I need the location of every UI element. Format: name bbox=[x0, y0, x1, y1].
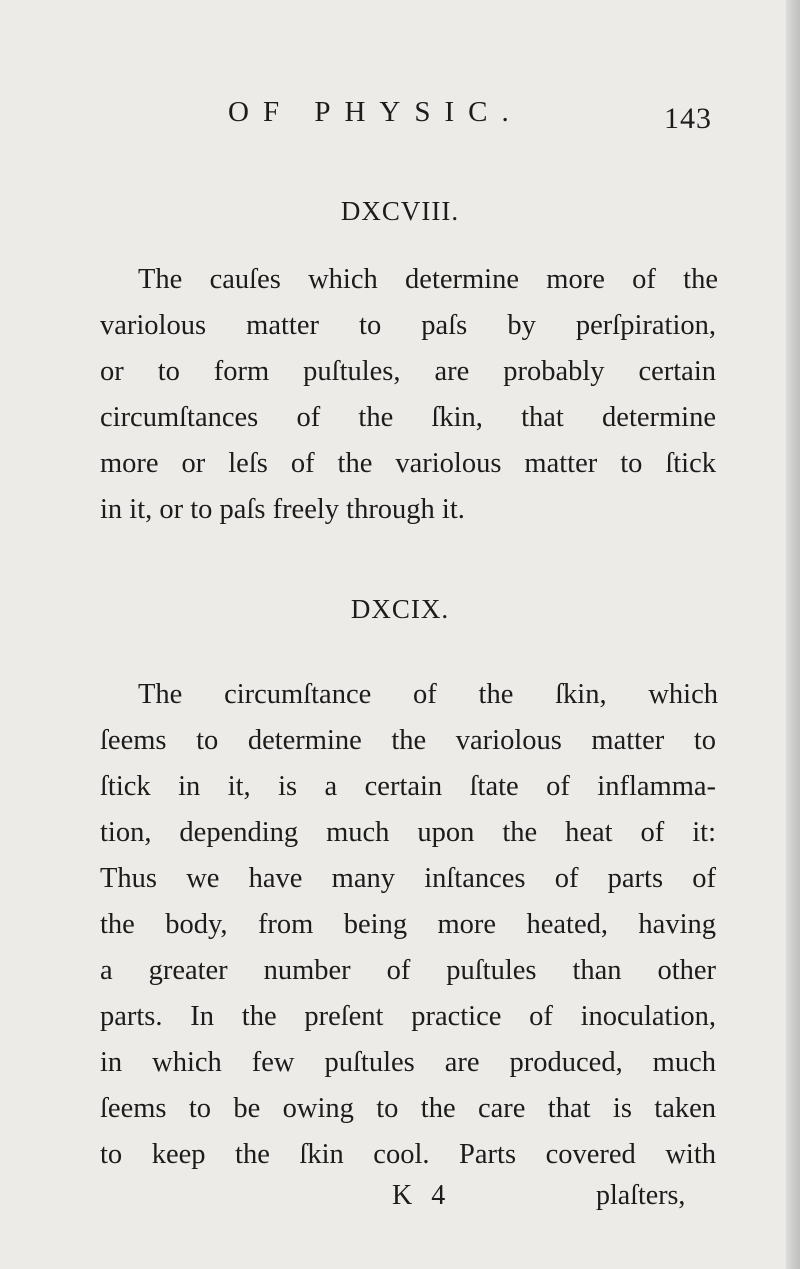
paragraph-line: tion, depending much upon the heat of it: bbox=[100, 817, 716, 848]
section-heading-dxcviii: DXCVIII. bbox=[340, 196, 460, 226]
paragraph-line: the body, from being more heated, having bbox=[100, 909, 716, 940]
signature-mark: K 4 bbox=[392, 1180, 452, 1211]
paragraph-line: to keep the ſkin cool. Parts covered with bbox=[100, 1139, 716, 1170]
paragraph-line: circumſtances of the ſkin, that determine bbox=[100, 402, 716, 433]
paragraph-line: more or leſs of the variolous matter to ſtick bbox=[100, 448, 716, 479]
paragraph-line: in which few puſtules are produced, much bbox=[100, 1047, 716, 1078]
catchword: plaſters, bbox=[596, 1180, 686, 1211]
paragraph-line: The circumſtance of the ſkin, which bbox=[138, 679, 718, 710]
page-edge-shadow bbox=[786, 0, 800, 1269]
paragraph-line: or to form puſtules, are probably certain bbox=[100, 356, 716, 387]
paragraph-line: a greater number of puſtules than other bbox=[100, 955, 716, 986]
paragraph-line: ſtick in it, is a certain ſtate of inflamma- bbox=[100, 771, 716, 802]
page-number: 143 bbox=[664, 102, 712, 135]
paragraph-line: in it, or to paſs freely through it. bbox=[100, 494, 465, 525]
paragraph-line: variolous matter to paſs by perſpiration, bbox=[100, 310, 716, 341]
paragraph-line: ſeems to determine the variolous matter to bbox=[100, 725, 716, 756]
paragraph-line: parts. In the preſent practice of inoculation, bbox=[100, 1001, 716, 1032]
paragraph-line: ſeems to be owing to the care that is taken bbox=[100, 1093, 716, 1124]
paragraph-line: Thus we have many inſtances of parts of bbox=[100, 863, 716, 894]
paragraph-line: The cauſes which determine more of the bbox=[138, 264, 718, 295]
running-head: OF PHYSIC. bbox=[228, 96, 523, 128]
section-heading-dxcix: DXCIX. bbox=[350, 594, 450, 624]
